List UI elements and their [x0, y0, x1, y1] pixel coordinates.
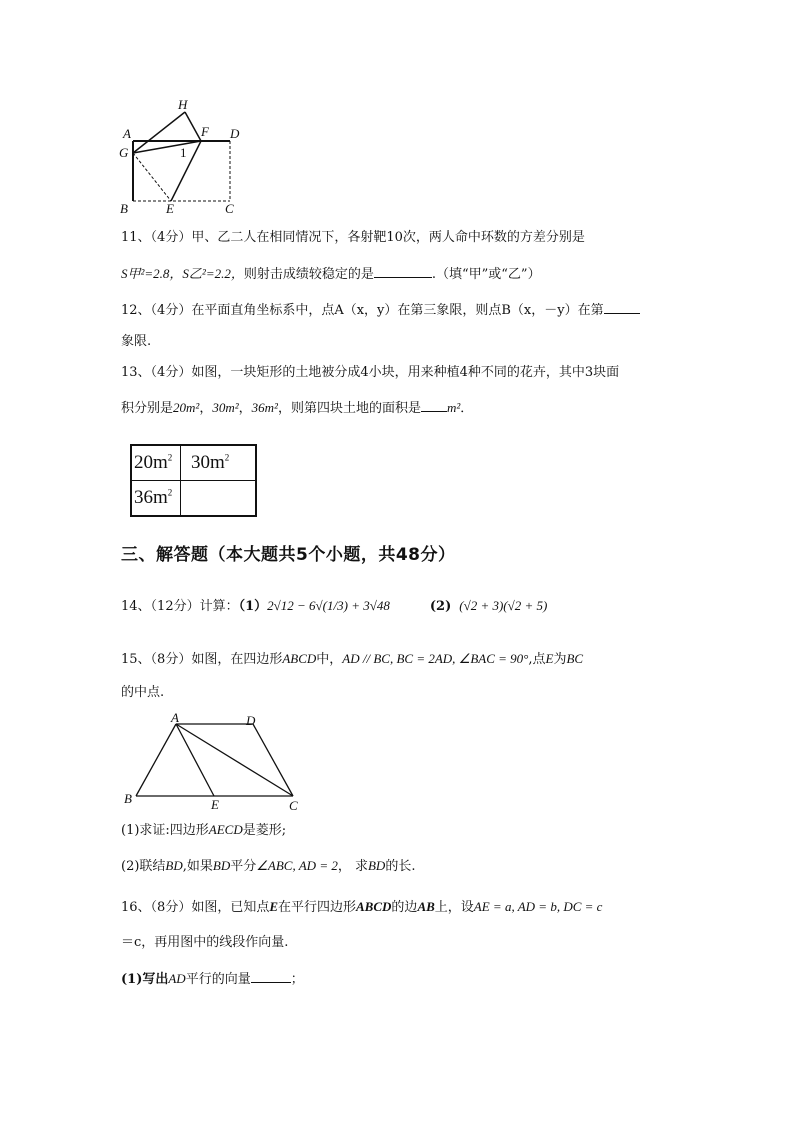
segment-HF	[185, 112, 201, 141]
q16-abcd: ABCD	[356, 899, 392, 914]
q11-line1: 11、（4分）甲、乙二人在相同情况下，各射靶10次，两人命中环数的方差分别是	[121, 230, 585, 245]
q11-hint: .（填“甲”或“乙”）	[431, 267, 541, 282]
area-3: 36m²	[251, 400, 278, 415]
cell-area-20-sup: 2	[167, 452, 173, 463]
q13-end: ．	[460, 401, 474, 416]
cell-area-20-text: 20m	[134, 452, 168, 473]
q15-line2: 的中点.	[121, 685, 165, 700]
q16-line2: ＝c，再用图中的线段作向量.	[121, 935, 289, 950]
q15-line1	[121, 650, 583, 669]
q13-unit: m²	[446, 400, 461, 415]
q13-text-start: 积分别是	[121, 401, 174, 416]
label-E: E	[211, 797, 219, 812]
q14-part2-expr: (√2 + 3)(√2 + 5)	[459, 598, 548, 613]
q16-text-mid2: 的边	[391, 900, 418, 915]
q14-part1-label: （1）	[238, 599, 268, 614]
q16-sub1-start: (1)写出	[121, 972, 169, 987]
q15-sub2-mid: ,如果	[182, 859, 213, 874]
label-H: H	[178, 97, 188, 112]
q14-line	[121, 597, 547, 616]
q13-line2	[121, 399, 473, 418]
q13-sep1: ，	[199, 401, 213, 416]
q15-sub2-end: 的长.	[385, 859, 416, 874]
q15-bc: BC	[566, 651, 584, 666]
q14-part2-label: (2)	[429, 599, 452, 614]
q16-text-start: 16、（8分）如图，已知点	[121, 900, 270, 915]
q16-ab: AB	[417, 899, 435, 914]
q16-point-e: E	[269, 899, 278, 914]
label-A: A	[171, 710, 179, 725]
q15-condition: AD // BC, BC = 2AD, ∠BAC = 90°	[342, 651, 529, 666]
q12-line1	[121, 301, 640, 320]
trapezoid-svg	[118, 710, 308, 814]
q14-prefix: 14、（12分）计算：	[121, 599, 239, 614]
cell-area-36-sup: 2	[167, 487, 173, 498]
q15-sub1	[121, 821, 286, 840]
q15-text-mid: 中，	[316, 652, 343, 667]
variance-jia: S甲²=2.8，	[121, 266, 183, 281]
q16-text-mid3: 上，设	[434, 900, 474, 915]
q12-text: 12、（4分）在平面直角坐标系中，点A（x，y）在第三象限，则点B（x，－y）在第	[121, 303, 604, 318]
q13-sep2: ，	[238, 401, 252, 416]
q13-answer-blank[interactable]	[421, 399, 447, 412]
segment-GF	[133, 141, 201, 153]
q16-sub1	[121, 970, 304, 989]
q15-sub2-bd2: BD	[212, 858, 231, 873]
section-heading: 三、解答题（本大题共5个小题，共48分）	[121, 545, 456, 565]
q15-text-end: ,点	[528, 652, 546, 667]
label-C: C	[289, 798, 298, 813]
q16-sub1-end: 平行的向量	[185, 972, 251, 987]
label-A: A	[123, 126, 131, 141]
q15-sub1-quad: AECD	[208, 822, 243, 837]
segment-GE	[133, 153, 171, 201]
cell-area-36-text: 36m	[134, 487, 168, 508]
variance-yi: S乙²=2.2，	[182, 266, 244, 281]
q16-text-mid: 在平行四边形	[278, 900, 357, 915]
segment-GH	[133, 112, 185, 153]
folded-rectangle-figure	[115, 96, 255, 218]
cell-area-30-sup: 2	[224, 452, 230, 463]
land-area-grid	[130, 444, 257, 517]
q15-sub2-start: (2)联结	[121, 859, 166, 874]
q15-sub2-mid3: ， 求	[337, 859, 368, 874]
label-angle-1: 1	[180, 145, 187, 160]
cell-area-20	[131, 445, 181, 481]
q15-sub2	[121, 857, 415, 876]
q11-line2	[121, 265, 541, 284]
q14-part1-expr: 2√12 − 6√(1/3) + 3√48	[267, 598, 390, 613]
segment-AE	[176, 724, 214, 796]
q11-question: 则射击成绩较稳定的是	[243, 267, 374, 282]
q16-sub1-ad: AD	[168, 971, 186, 986]
label-E: E	[166, 201, 174, 216]
q16-answer-blank[interactable]	[251, 970, 291, 983]
cell-area-30-text: 30m	[191, 452, 225, 473]
q13-question: ，则第四块土地的面积是	[277, 401, 421, 416]
q16-sub1-tail: ；	[290, 972, 304, 987]
q15-text-start: 15、（8分）如图，在四边形	[121, 652, 283, 667]
q12-answer-blank[interactable]	[604, 301, 640, 314]
area-2: 30m²	[212, 400, 239, 415]
segment-AC	[176, 724, 293, 796]
q15-quad: ABCD	[282, 651, 317, 666]
q15-sub2-bd3: BD	[367, 858, 386, 873]
label-F: F	[201, 124, 209, 139]
label-B: B	[120, 201, 128, 216]
q15-text-tail: 为	[553, 652, 567, 667]
q15-point-e: E	[545, 651, 554, 666]
q15-sub2-cond: ∠ABC, AD = 2	[256, 858, 338, 873]
q15-sub2-bd: BD	[165, 858, 183, 873]
q16-line1	[121, 898, 602, 917]
label-D: D	[246, 713, 256, 728]
label-D: D	[230, 126, 240, 141]
cell-area-36	[131, 481, 181, 517]
q13-line1: 13、（4分）如图，一块矩形的土地被分成4小块，用来种植4种不同的花卉，其中3块面	[121, 365, 620, 380]
q12-line2: 象限.	[121, 334, 152, 349]
q15-sub1-start: (1)求证:四边形	[121, 823, 209, 838]
folded-rectangle-svg	[115, 96, 255, 218]
edge-DC	[253, 724, 293, 796]
cell-area-30	[181, 445, 257, 481]
q15-sub2-mid2: 平分	[230, 859, 257, 874]
q15-sub1-end: 是菱形;	[242, 823, 287, 838]
label-B: B	[124, 791, 132, 806]
trapezoid-figure	[118, 710, 308, 814]
q16-vectors: AE = a, AD = b, DC = c	[473, 899, 603, 914]
label-G: G	[119, 145, 129, 160]
edge-AB	[136, 724, 176, 796]
cell-area-unknown	[181, 481, 257, 517]
label-C: C	[225, 201, 234, 216]
area-1: 20m²	[173, 400, 200, 415]
q11-answer-blank[interactable]	[374, 265, 432, 278]
